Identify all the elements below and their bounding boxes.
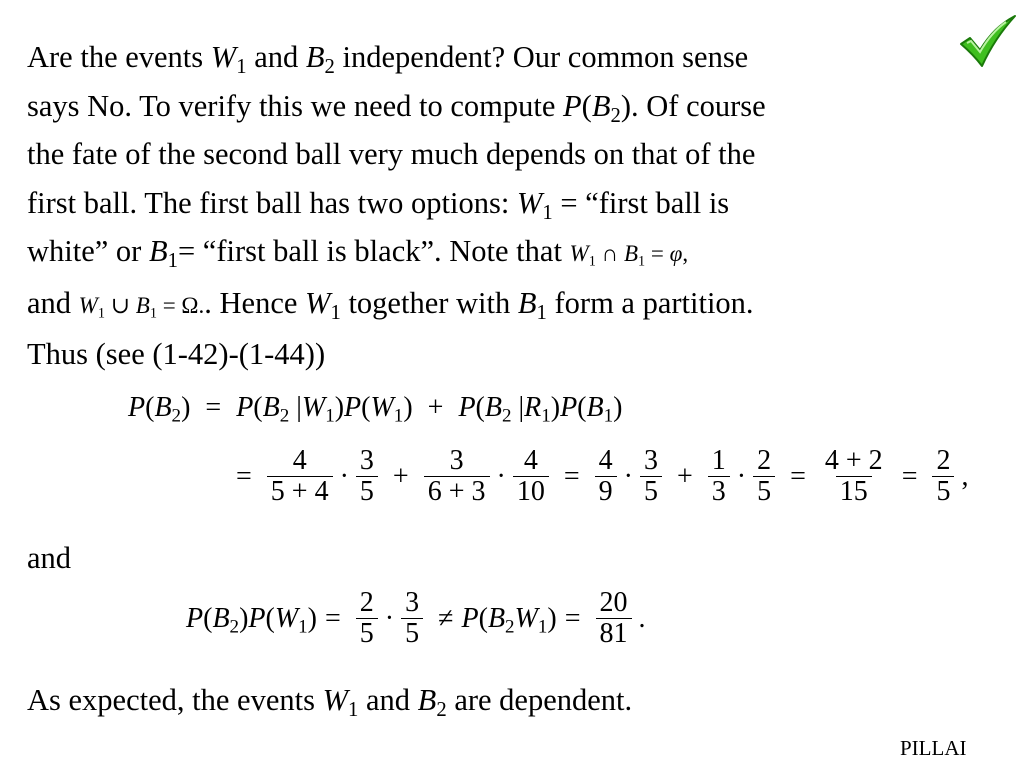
fraction: $\frac{1}{3}$ <box>708 446 730 507</box>
fraction: $\frac{4}{9}$ <box>595 446 617 507</box>
closing-sentence: As expected, the events $W_1$ and $B_2$ are dependent. <box>27 683 633 722</box>
fraction: $\frac{2}{5}$ <box>356 588 378 649</box>
equation-total-probability: $P(B_2) = P(B_2$ $|W_1)P(W_1) + P(B_2$ $|R_1)P(B_1)$ <box>128 392 623 427</box>
text-line-7: Thus (see (1-42)-(1-44)) <box>27 337 326 371</box>
fraction: $\frac{2}{5}$ <box>753 446 775 507</box>
fraction: $\frac{3}{5}$ <box>640 446 662 507</box>
intro-paragraph <box>27 33 1002 379</box>
inline-math-intersection: $W_1$ ∩ $B_1 = \varphi$, <box>569 241 689 270</box>
text-line-3: the fate of the second ball very much depends on that of the <box>27 137 756 171</box>
fraction: $\frac{4 + 2}{15}$ <box>824 445 883 508</box>
inline-math-union: $W_1$ ∪ $B_1 = \Omega$. <box>78 292 205 321</box>
fraction: $\frac{4}{5 + 4}$ <box>267 446 333 507</box>
text-line-4: first ball. The first ball has two options: $W_1$ = “first ball is <box>27 185 730 224</box>
text-line-1: Are the events $W_1$ and $B_2$ independent? Our common sense <box>27 40 749 79</box>
and-label: and <box>27 541 72 575</box>
fraction: $\frac{2}{5}$ <box>932 446 954 507</box>
equation-numeric-evaluation: = $\frac{4}{5 + 4}$ · $\frac{3}{5}$ + $\frac{3}{6 + 3}$ · $\frac{4}{10}$ = $\frac{4}{9}$ · $\frac{3}{5}$ + $\frac{1}{3}$ · $\frac{2}{5}$ = $\frac{4 + 2}{15}$ = $\frac{2}{5}$ , <box>236 445 969 508</box>
text-line-2: says No. To verify this we need to compute $P(B_2)$. Of course <box>27 88 766 127</box>
text-line-6: and $W_1$ ∪ $B_1 = \Omega$.. Hence $W_1$ together with $B_1$ form a partition. <box>27 285 754 324</box>
fraction: $\frac{20}{81}$ <box>596 588 632 649</box>
text-line-5: white” or $B_1=$ “first ball is black”. Note that $W_1$ ∩ $B_1 = \varphi$, <box>27 234 689 273</box>
fraction: $\frac{4}{10}$ <box>513 446 549 507</box>
fraction: $\frac{3}{6 + 3}$ <box>424 446 490 507</box>
fraction: $\frac{3}{5}$ <box>356 446 378 507</box>
author-footer: PILLAI <box>900 736 967 760</box>
equation-independence-check: $P(B_2)P(W_1)$ = $\frac{2}{5}$ · $\frac{3}{5}$ ≠ $P(B_2W_1)$ = $\frac{20}{81}$ . <box>186 587 646 650</box>
fraction: $\frac{3}{5}$ <box>401 588 423 649</box>
